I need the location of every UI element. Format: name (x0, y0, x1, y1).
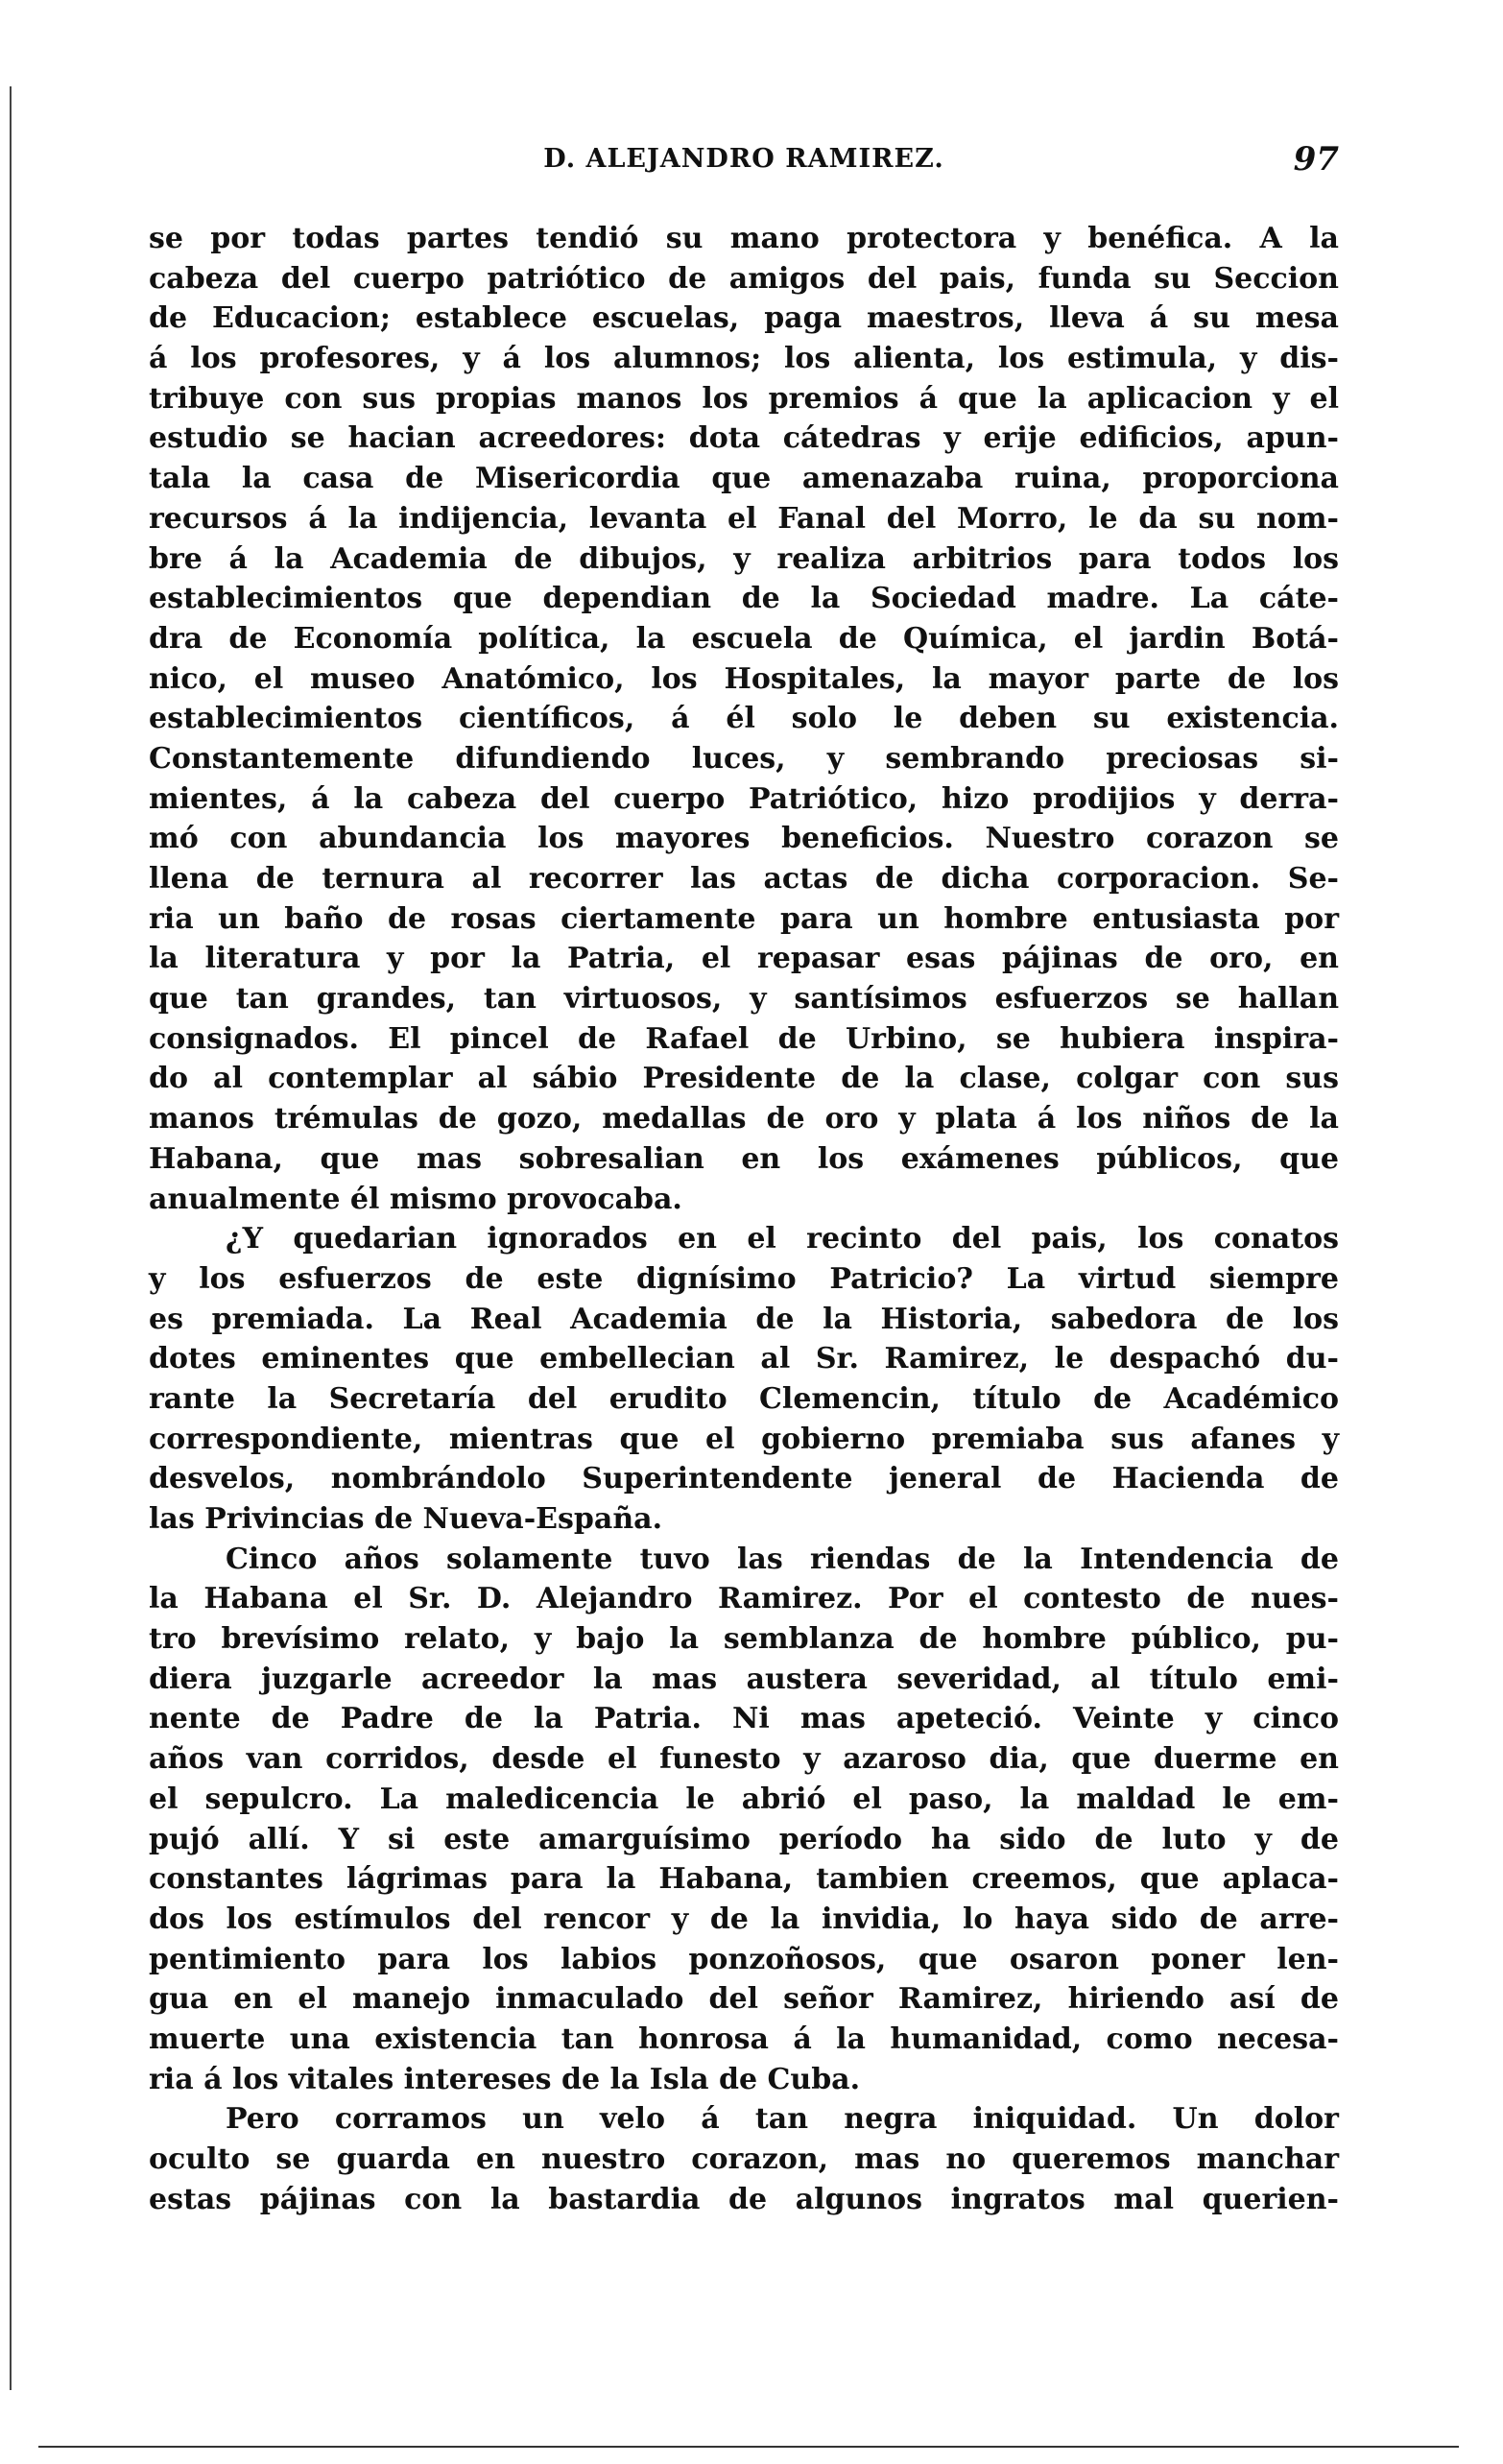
page-left-edge (10, 86, 12, 2390)
text-line: tro brevísimo relato, y bajo la semblanza de hombre público, pu- (149, 1622, 1339, 1657)
body-text (149, 219, 1339, 2219)
running-head (149, 140, 1339, 182)
text-line: recursos á la indijencia, levanta el Fanal del Morro, le da su nom- (149, 501, 1339, 536)
text-line: á los profesores, y á los alumnos; los alienta, los estimula, y dis- (149, 342, 1339, 376)
text-line: mientes, á la cabeza del cuerpo Patriótico, hizo prodijios y derra- (149, 781, 1339, 816)
text-line: constantes lágrimas para la Habana, tambien creemos, que aplaca- (149, 1862, 1339, 1897)
text-line: establecimientos que dependian de la Sociedad madre. La cáte- (149, 582, 1339, 616)
text-line: gua en el manejo inmaculado del señor Ramirez, hiriendo así de (149, 1982, 1339, 2017)
text-line: correspondiente, mientras que el gobierno premiaba sus afanes y (149, 1422, 1339, 1456)
paragraph-first-line: Pero corramos un velo á tan negra iniquidad. Un dolor (226, 2102, 1339, 2137)
text-line: do al contemplar al sábio Presidente de la clase, colgar con sus (149, 1062, 1339, 1096)
text-line: Constantemente difundiendo luces, y sembrando preciosas si- (149, 741, 1339, 776)
text-line: dra de Economía política, la escuela de Química, el jardin Botá- (149, 621, 1339, 656)
text-line: muerte una existencia tan honrosa á la humanidad, como necesa- (149, 2021, 1339, 2056)
text-line: dotes eminentes que embellecian al Sr. Ramirez, le despachó du- (149, 1342, 1339, 1376)
text-line: desvelos, nombrándolo Superintendente jeneral de Hacienda de (149, 1462, 1339, 1496)
paragraph-last-line: ria á los vitales intereses de la Isla de Cuba. (149, 2062, 861, 2096)
text-line: nico, el museo Anatómico, los Hospitales, la mayor parte de los (149, 661, 1339, 696)
text-line: estas pájinas con la bastardia de algunos ingratos mal querien- (149, 2182, 1339, 2216)
text-line: rante la Secretaría del erudito Clemencin, título de Académico (149, 1381, 1339, 1416)
paragraph-last-line: anualmente él mismo provocaba. (149, 1182, 682, 1216)
text-line: se por todas partes tendió su mano protectora y benéfica. A la (149, 222, 1339, 255)
paragraph-first-line: Cinco años solamente tuvo las riendas de la Intendencia de (226, 1542, 1339, 1576)
text-line: años van corridos, desde el funesto y azaroso dia, que duerme en (149, 1742, 1339, 1777)
text-line: oculto se guarda en nuestro corazon, mas no queremos manchar (149, 2142, 1339, 2176)
text-line: dos los estímulos del rencor y de la invidia, lo haya sido de arre- (149, 1902, 1339, 1936)
text-line: la Habana el Sr. D. Alejandro Ramirez. Por el contesto de nues- (149, 1582, 1339, 1616)
text-line: y los esfuerzos de este dignísimo Patricio? La virtud siempre (149, 1261, 1339, 1296)
text-line: manos trémulas de gozo, medallas de oro y plata á los niños de la (149, 1102, 1339, 1136)
text-line: de Educacion; establece escuelas, paga maestros, lleva á su mesa (149, 301, 1339, 336)
text-line: consignados. El pincel de Rafael de Urbino, se hubiera inspira- (149, 1021, 1339, 1056)
text-line: la literatura y por la Patria, el repasar esas pájinas de oro, en (149, 942, 1339, 976)
text-line: tribuye con sus propias manos los premios á que la aplicacion y el (149, 381, 1339, 416)
text-line: es premiada. La Real Academia de la Historia, sabedora de los (149, 1302, 1339, 1336)
text-line: nente de Padre de la Patria. Ni mas apeteció. Veinte y cinco (149, 1702, 1339, 1736)
text-line: diera juzgarle acreedor la mas austera severidad, al título emi- (149, 1662, 1339, 1696)
text-line: cabeza del cuerpo patriótico de amigos del pais, funda su Seccion (149, 261, 1339, 296)
text-line: estudio se hacian acreedores: dota cátedras y erije edificios, apun- (149, 421, 1339, 456)
text-line: llena de ternura al recorrer las actas de dicha corporacion. Se- (149, 862, 1339, 896)
text-line: Habana, que mas sobresalian en los exámenes públicos, que (149, 1141, 1339, 1176)
text-line: el sepulcro. La maledicencia le abrió el paso, la maldad le em- (149, 1782, 1339, 1816)
text-line: mó con abundancia los mayores beneficios. Nuestro corazon se (149, 822, 1339, 856)
text-line: que tan grandes, tan virtuosos, y santísimos esfuerzos se hallan (149, 982, 1339, 1017)
running-title: D. ALEJANDRO RAMIREZ. (543, 144, 944, 174)
text-line: tala la casa de Misericordia que amenazaba ruina, proporciona (149, 462, 1339, 496)
paragraph-last-line: las Privincias de Nueva-España. (149, 1502, 663, 1536)
page-number: 97 (1293, 140, 1339, 179)
text-line: establecimientos científicos, á él solo le deben su existencia. (149, 702, 1339, 736)
text-line: pujó allí. Y si este amarguísimo período ha sido de luto y de (149, 1822, 1339, 1856)
text-line: bre á la Academia de dibujos, y realiza arbitrios para todos los (149, 541, 1339, 576)
paragraph-first-line: ¿Y quedarian ignorados en el recinto del pais, los conatos (226, 1222, 1339, 1256)
page-bottom-edge (38, 2446, 1459, 2448)
text-line: pentimiento para los labios ponzoñosos, que osaron poner len- (149, 1942, 1339, 1976)
text-line: ria un baño de rosas ciertamente para un hombre entusiasta por (149, 901, 1339, 936)
